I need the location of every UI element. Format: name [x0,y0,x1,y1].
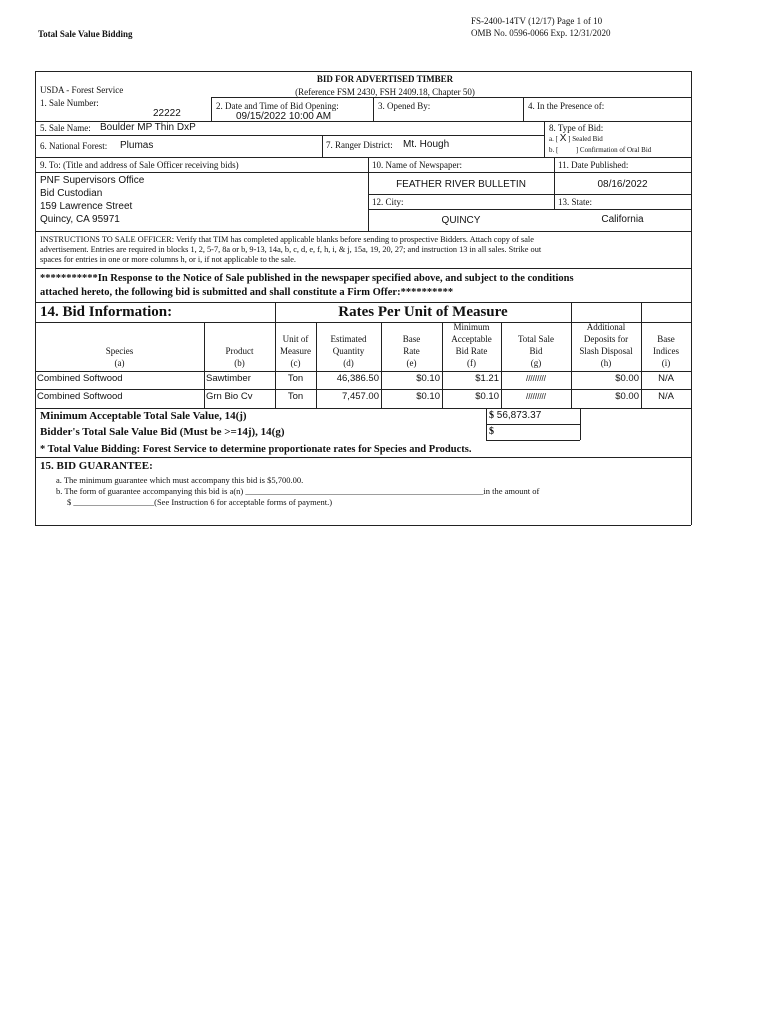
column-header [275,333,316,369]
column-header-line: Additional [586,322,626,332]
bid-opening-field[interactable]: 09/15/2022 10:00 AM [236,111,332,122]
min-total-field [489,410,541,422]
table-cell-min: $1.21 [475,373,499,384]
column-header-line: (g) [530,358,542,368]
column-header-line: Indices [653,346,679,356]
sale-number-label: 1. Sale Number: [40,98,99,108]
column-header-line: Slash Disposal [579,346,633,356]
sale-officer-address[interactable] [40,175,144,227]
bidder-total-field[interactable] [489,426,494,438]
column-header [641,333,691,369]
column-header-line: Bid [529,346,543,356]
address-line: PNF Supervisors Office [40,175,145,186]
form-number: FS-2400-14TV (12/17) Page 1 of 10 [471,16,603,26]
column-header-line: (h) [600,358,612,368]
bid-guarantee-text [56,475,539,508]
column-header-line: Species [105,346,134,356]
address-line: 159 Lawrence Street [40,201,133,212]
bid-guarantee-heading: 15. BID GUARANTEE: [40,460,153,472]
table-cell-base: $0.10 [416,391,440,402]
oral-bid-prefix: b. [ [549,146,559,154]
column-header-line: Quantity [332,346,365,356]
sale-number-field[interactable]: 22222 [153,108,181,119]
presence-label: 4. In the Presence of: [528,101,605,111]
column-header-line: (i) [661,358,671,368]
column-header-line: Minimum [453,322,490,332]
column-header-line: (b) [234,358,245,368]
instruction-line: INSTRUCTIONS TO SALE OFFICER: Verify that TIM has completed applicable blanks before sending to prospective Bidders. Attach copy of sale [40,235,534,244]
opened-by-label: 3. Opened By: [378,101,431,111]
column-header-line: (c) [290,358,301,368]
ranger-district-label: 7. Ranger District: [326,140,393,150]
column-header-line: Deposits for [583,334,629,344]
rates-per-unit-heading: Rates Per Unit of Measure [338,304,508,320]
oral-bid-label: ] Confirmation of Oral Bid [575,146,652,154]
column-header-line: Product [225,346,254,356]
date-published-label: 11. Date Published: [558,160,629,170]
table-cell-total[interactable]: ///////// [525,392,546,401]
guarantee-line-b[interactable]: b. The form of guarantee accompanying this bid is a(n) ________________________________________________________in the amount of [56,486,540,496]
guarantee-line-c[interactable]: $ ___________________(See Instruction 6 for acceptable forms of payment.) [67,497,333,507]
type-of-bid-label: 8. Type of Bid: [549,123,604,133]
table-cell-base: $0.10 [416,373,440,384]
sealed-bid-option[interactable] [549,135,603,143]
column-header-line: Measure [280,346,311,356]
column-header [501,333,571,369]
national-forest-label: 6. National Forest: [40,141,108,151]
column-header-line: Base [402,334,421,344]
bid-information-heading: 14. Bid Information: [40,304,173,320]
column-header [571,321,641,369]
bid-opening-label: 2. Date and Time of Bid Opening: [216,101,339,111]
column-header-line: Total Sale [517,334,555,344]
min-total-label: Minimum Acceptable Total Sale Value, 14(j) [40,410,247,422]
sale-name-label: 5. Sale Name: [40,123,91,133]
table-cell-total[interactable]: ///////// [525,374,546,383]
min-total-value: 56,873.37 [496,410,542,421]
table-cell-product: Sawtimber [206,373,251,384]
oral-bid-option[interactable] [549,146,651,154]
column-header-line: Bid Rate [455,346,488,356]
state-label: 13. State: [558,197,592,207]
column-header-line: Acceptable [451,334,492,344]
ranger-district-field[interactable]: Mt. Hough [403,139,450,150]
instruction-line: spaces for entries in one or more columns h, or i, if not applicable to the sale. [40,255,296,264]
column-header [381,333,442,369]
agency-label: USDA - Forest Service [40,85,124,95]
table-cell-species: Combined Softwood [37,373,123,384]
instruction-line: advertisement. Entries are required in blocks 1, 2, 5-7, 8a or b, 9-13, 14a, b, c, d, e, f, h, i, & j, 15a, 19, 20, 27; and instruction 13 in all sales. Strike out [40,245,542,254]
city-field[interactable]: QUINCY [441,215,481,226]
bidder-total-currency: $ [489,426,494,437]
sealed-bid-prefix: a. [ [549,135,558,143]
min-total-currency: $ [489,410,494,421]
column-header-line: (d) [343,358,354,368]
table-cell-deposit: $0.00 [615,373,639,384]
address-line: Quincy, CA 95971 [40,214,120,225]
city-label: 12. City: [372,197,404,207]
firm-offer-line: ***********In Response to the Notice of Sale published in the newspaper specified above, and subject to the conditions [40,273,574,284]
sealed-bid-checkmark: X [559,133,567,144]
table-cell-qty: 7,457.00 [342,391,379,402]
table-cell-min: $0.10 [475,391,499,402]
table-cell-unit: Ton [287,373,304,384]
firm-offer-line: attached hereto, the following bid is submitted and shall constitute a Firm Offer:********** [40,287,454,298]
state-field[interactable]: California [601,214,644,225]
omb-number: OMB No. 0596-0066 Exp. 12/31/2020 [471,28,611,38]
date-published-field[interactable]: 08/16/2022 [597,179,648,190]
column-header-line: Base [657,334,675,344]
table-cell-indices: N/A [658,391,674,402]
sale-officer-label: 9. To: (Title and address of Sale Officer receiving bids) [40,160,239,170]
instructions-to-sale-officer [40,235,690,265]
guarantee-line-a: a. The minimum guarantee which must accompany this bid is $5,700.00. [56,475,304,485]
column-header-line: Rate [403,346,420,356]
table-cell-species: Combined Softwood [37,391,123,402]
bidder-total-label: Bidder's Total Sale Value Bid (Must be >=14j), 14(g) [40,426,285,438]
column-header-line: (f) [467,358,476,368]
firm-offer-statement [40,272,574,300]
form-title: BID FOR ADVERTISED TIMBER [316,74,454,84]
column-header [35,345,204,369]
form-reference: (Reference FSM 2430, FSH 2409.18, Chapter 50) [295,87,475,97]
address-line: Bid Custodian [40,188,103,199]
column-header [316,333,381,369]
column-header-line: Unit of [282,334,309,344]
column-header-line: (a) [114,358,125,368]
newspaper-field[interactable]: FEATHER RIVER BULLETIN [396,179,526,190]
column-header [204,345,275,369]
document-title: Total Sale Value Bidding [38,29,133,39]
table-cell-unit: Ton [287,391,304,402]
table-cell-deposit: $0.00 [615,391,639,402]
column-header [442,321,501,369]
total-value-note: * Total Value Bidding: Forest Service to determine proportionate rates for Species and Products. [40,444,472,455]
table-cell-product: Grn Bio Cv [206,391,253,402]
table-cell-qty: 46,386.50 [336,373,379,384]
column-header-line: Estimated [330,334,367,344]
national-forest-field[interactable]: Plumas [120,140,154,151]
column-header-line: (e) [406,358,417,368]
sealed-bid-label: ] Sealed Bid [568,135,603,143]
sale-name-field[interactable]: Boulder MP Thin DxP [100,122,196,133]
table-cell-indices: N/A [658,373,674,384]
newspaper-label: 10. Name of Newspaper: [372,160,462,170]
